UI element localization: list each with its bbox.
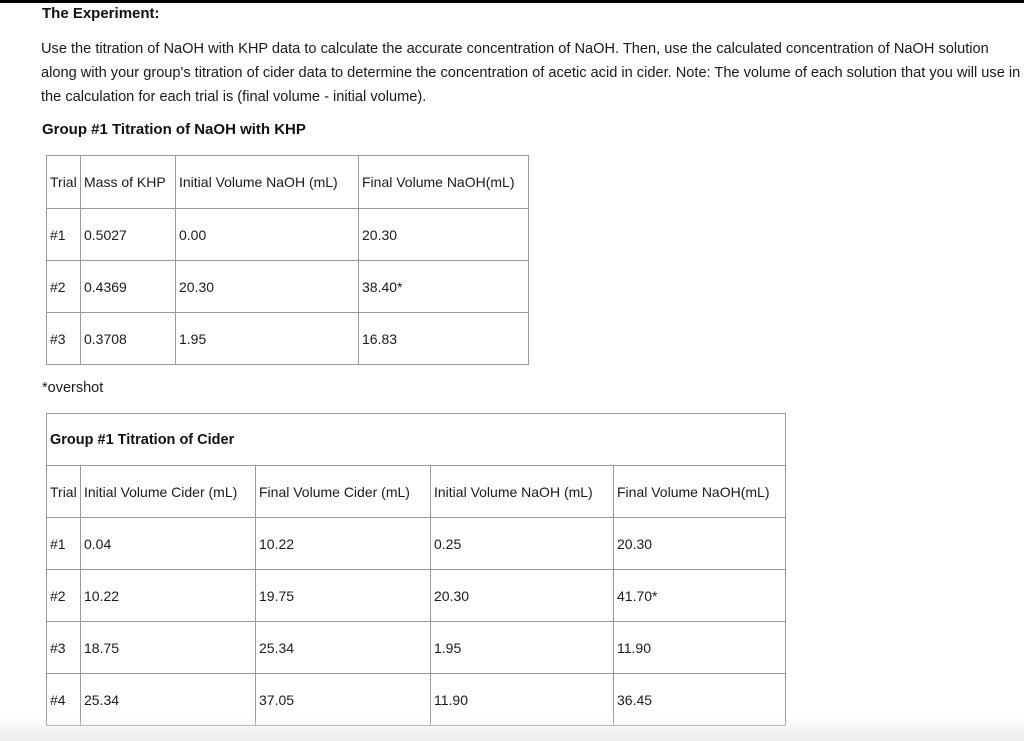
header-trial: Trial bbox=[47, 466, 81, 518]
cider-table-title: Group #1 Titration of Cider bbox=[47, 414, 786, 466]
header-final-volume-naoh: Final Volume NaOH(mL) bbox=[614, 466, 786, 518]
overshot-footnote: *overshot bbox=[42, 380, 104, 396]
table-row bbox=[47, 261, 529, 313]
table-title-row bbox=[47, 414, 786, 466]
cell-trial: #2 bbox=[47, 570, 81, 622]
cell-trial: #1 bbox=[47, 518, 81, 570]
cell-final-naoh: 20.30 bbox=[614, 518, 786, 570]
cell-initial-naoh: 11.90 bbox=[431, 674, 614, 726]
table-row bbox=[47, 313, 529, 365]
header-final-volume-naoh: Final Volume NaOH(mL) bbox=[359, 156, 529, 209]
cell-initial-volume: 0.00 bbox=[176, 209, 359, 261]
cell-initial-naoh: 1.95 bbox=[431, 622, 614, 674]
table-header-row bbox=[47, 466, 786, 518]
header-initial-volume-naoh: Initial Volume NaOH (mL) bbox=[176, 156, 359, 209]
cell-final-naoh: 41.70* bbox=[614, 570, 786, 622]
cider-titration-table bbox=[46, 413, 786, 726]
cell-mass-khp: 0.5027 bbox=[81, 209, 176, 261]
cell-initial-cider: 0.04 bbox=[81, 518, 256, 570]
cell-trial: #2 bbox=[47, 261, 81, 313]
cell-final-volume: 38.40* bbox=[359, 261, 529, 313]
bottom-edge-shadow bbox=[0, 717, 1024, 741]
cell-mass-khp: 0.3708 bbox=[81, 313, 176, 365]
cell-final-volume: 20.30 bbox=[359, 209, 529, 261]
cell-initial-cider: 18.75 bbox=[81, 622, 256, 674]
header-initial-volume-naoh: Initial Volume NaOH (mL) bbox=[431, 466, 614, 518]
cell-initial-volume: 20.30 bbox=[176, 261, 359, 313]
cell-trial: #1 bbox=[47, 209, 81, 261]
cell-final-cider: 10.22 bbox=[256, 518, 431, 570]
experiment-title: The Experiment: bbox=[42, 5, 160, 22]
khp-titration-table bbox=[46, 155, 529, 365]
header-final-volume-cider: Final Volume Cider (mL) bbox=[256, 466, 431, 518]
header-trial: Trial bbox=[47, 156, 81, 209]
cell-final-cider: 37.05 bbox=[256, 674, 431, 726]
cell-mass-khp: 0.4369 bbox=[81, 261, 176, 313]
cell-trial: #3 bbox=[47, 313, 81, 365]
cell-initial-volume: 1.95 bbox=[176, 313, 359, 365]
cell-final-cider: 25.34 bbox=[256, 622, 431, 674]
cell-final-naoh: 11.90 bbox=[614, 622, 786, 674]
header-initial-volume-cider: Initial Volume Cider (mL) bbox=[81, 466, 256, 518]
header-mass-khp: Mass of KHP bbox=[81, 156, 176, 209]
experiment-instructions: Use the titration of NaOH with KHP data to calculate the accurate concentration of NaOH. Then, use the calculated concentration of NaOH solution along with your group's titration of cider data to determine the concentration of acetic acid in cider. Note: The volume of each solution that you will use in the calculation for each trial is (final volume - initial volume). bbox=[41, 41, 1021, 105]
cell-final-naoh: 36.45 bbox=[614, 674, 786, 726]
cell-final-cider: 19.75 bbox=[256, 570, 431, 622]
table-row bbox=[47, 209, 529, 261]
table-row bbox=[47, 518, 786, 570]
cell-initial-cider: 10.22 bbox=[81, 570, 256, 622]
khp-table-title: Group #1 Titration of NaOH with KHP bbox=[42, 121, 306, 138]
cell-initial-cider: 25.34 bbox=[81, 674, 256, 726]
cell-final-volume: 16.83 bbox=[359, 313, 529, 365]
cell-initial-naoh: 0.25 bbox=[431, 518, 614, 570]
table-row bbox=[47, 622, 786, 674]
cell-trial: #4 bbox=[47, 674, 81, 726]
table-row bbox=[47, 570, 786, 622]
top-border bbox=[0, 0, 1024, 3]
table-header-row bbox=[47, 156, 529, 209]
cell-initial-naoh: 20.30 bbox=[431, 570, 614, 622]
cell-trial: #3 bbox=[47, 622, 81, 674]
